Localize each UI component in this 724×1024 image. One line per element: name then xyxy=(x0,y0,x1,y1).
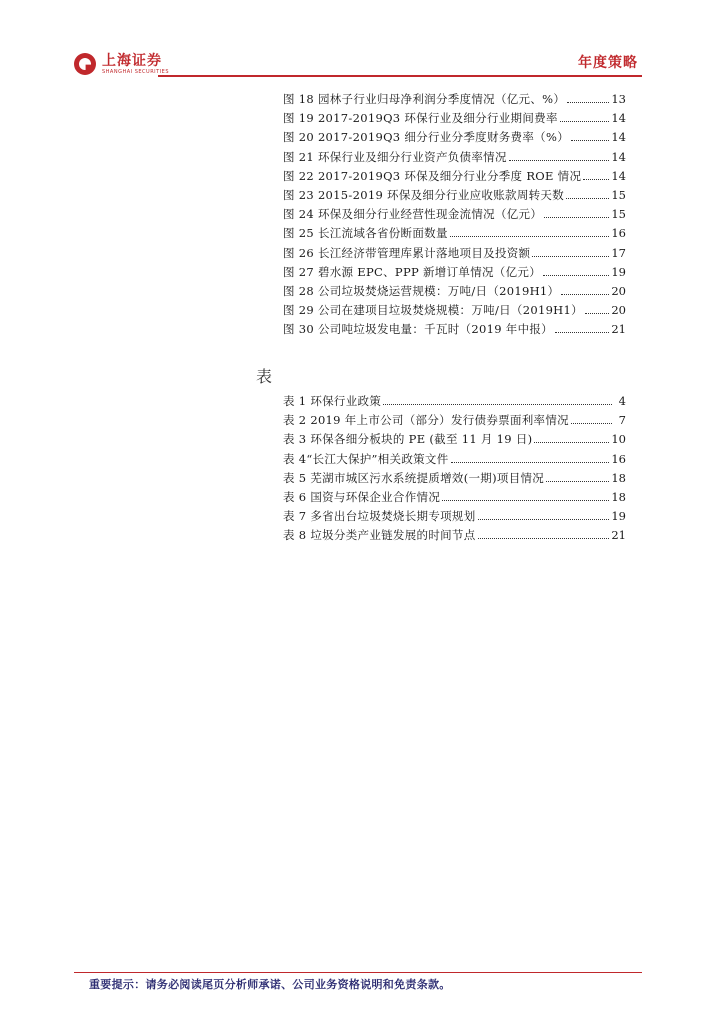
figure-entry-page-number: 15 xyxy=(611,187,626,202)
page-header xyxy=(0,0,724,80)
figure-entry-label: 图 18 园林子行业归母净利润分季度情况（亿元、%） xyxy=(283,92,566,106)
dot-leader xyxy=(450,222,610,237)
figure-entry-label: 图 24 环保及细分行业经营性现金流情况（亿元） xyxy=(283,207,543,222)
figure-entry[interactable] xyxy=(283,299,626,318)
figure-entry[interactable] xyxy=(283,203,626,222)
figure-entry-page-number: 17 xyxy=(611,245,626,260)
figure-entry-label: 图 19 2017-2019Q3 环保行业及细分行业期间费率 xyxy=(283,111,558,126)
dot-leader xyxy=(478,505,610,520)
figure-entry-page-number: 16 xyxy=(611,226,626,241)
table-entry-label: 表 6 国资与环保企业合作情况 xyxy=(283,489,441,504)
figure-entry[interactable] xyxy=(283,126,626,145)
dot-leader xyxy=(567,88,609,103)
figure-entry-page-number: 20 xyxy=(611,303,626,318)
figure-entry-page-number: 20 xyxy=(611,283,626,298)
table-entry[interactable] xyxy=(283,428,626,447)
dot-leader xyxy=(546,467,609,482)
table-entry[interactable] xyxy=(283,486,626,505)
table-entry-page-number: 18 xyxy=(611,489,626,504)
logo-chinese-name: 上海证券 xyxy=(102,52,162,69)
figure-entry[interactable] xyxy=(283,88,626,107)
dot-leader xyxy=(555,318,609,333)
figure-entry-page-number: 14 xyxy=(611,111,626,126)
table-entry-label: 表 3 环保各细分板块的 PE (截至 11 月 19 日) xyxy=(283,432,533,447)
figure-entry-page-number: 19 xyxy=(611,264,626,279)
figure-entry-page-number: 14 xyxy=(611,149,626,164)
figure-entry-label: 图 29 公司在建项目垃圾焚烧规模：万吨/日（2019H1） xyxy=(283,303,583,318)
tables-index xyxy=(283,390,626,544)
dot-leader xyxy=(442,486,609,501)
figure-entry[interactable] xyxy=(283,107,626,126)
tables-section-title: 表 xyxy=(256,367,273,386)
figure-entry[interactable] xyxy=(283,146,626,165)
logo-english-name: SHANGHAI SECURITIES xyxy=(102,68,170,75)
table-entry-label: 表 4“长江大保护”相关政策文件 xyxy=(283,451,449,466)
table-entry-label: 表 5 芜湖市城区污水系统提质增效(一期)项目情况 xyxy=(283,470,545,485)
figure-entry-label: 图 20 2017-2019Q3 细分行业分季度财务费率（%） xyxy=(283,130,569,145)
figure-entry-label: 图 23 2015-2019 环保及细分行业应收账款周转天数 xyxy=(283,187,565,202)
table-entry-label: 表 7 多省出台垃圾焚烧长期专项规划 xyxy=(283,509,476,524)
figure-entry-page-number: 14 xyxy=(611,168,626,183)
dot-leader xyxy=(571,409,612,424)
footer-divider xyxy=(74,972,642,973)
figure-entry-page-number: 21 xyxy=(611,322,626,337)
company-logo xyxy=(74,53,169,75)
dot-leader xyxy=(543,261,609,276)
table-entry-page-number: 10 xyxy=(611,432,626,447)
figure-entry-label: 图 21 环保行业及细分行业资产负债率情况 xyxy=(283,149,507,164)
dot-leader xyxy=(585,299,609,314)
dot-leader xyxy=(566,184,609,199)
table-entry-page-number: 16 xyxy=(611,451,626,466)
dot-leader xyxy=(544,203,609,218)
figure-entry[interactable] xyxy=(283,242,626,261)
table-entry[interactable] xyxy=(283,409,626,428)
disclaimer-notice: 重要提示：请务必阅读尾页分析师承诺、公司业务资格说明和免责条款。 xyxy=(89,978,451,991)
table-entry[interactable] xyxy=(283,390,626,409)
table-entry[interactable] xyxy=(283,524,626,543)
dot-leader xyxy=(509,146,610,161)
dot-leader xyxy=(560,107,610,122)
figure-entry[interactable] xyxy=(283,184,626,203)
table-entry-page-number: 19 xyxy=(611,509,626,524)
figure-entry[interactable] xyxy=(283,165,626,184)
table-entry[interactable] xyxy=(283,448,626,467)
dot-leader xyxy=(383,390,612,405)
table-entry-page-number: 4 xyxy=(618,394,626,408)
figures-index xyxy=(283,88,626,337)
dot-leader xyxy=(561,280,609,295)
dot-leader xyxy=(532,242,609,257)
table-entry-page-number: 21 xyxy=(611,528,626,543)
figure-entry-label: 图 27 碧水源 EPC、PPP 新增订单情况（亿元） xyxy=(283,264,541,279)
figure-entry[interactable] xyxy=(283,261,626,280)
figure-entry-label: 图 26 长江经济带管理库累计落地项目及投资额 xyxy=(283,245,531,260)
dot-leader xyxy=(583,165,609,180)
table-entry-page-number: 18 xyxy=(611,470,626,485)
table-entry-label: 表 1 环保行业政策 xyxy=(283,394,382,408)
dot-leader xyxy=(571,126,609,141)
figure-entry[interactable] xyxy=(283,222,626,241)
figure-entry-label: 图 22 2017-2019Q3 环保及细分行业分季度 ROE 情况 xyxy=(283,168,582,183)
figure-entry-label: 图 28 公司垃圾焚烧运营规模：万吨/日（2019H1） xyxy=(283,283,560,298)
figure-entry[interactable] xyxy=(283,280,626,299)
figure-entry-page-number: 15 xyxy=(611,207,626,222)
logo-emblem-icon xyxy=(74,53,96,75)
figure-entry-label: 图 25 长江流域各省份断面数量 xyxy=(283,226,448,241)
report-type-title: 年度策略 xyxy=(578,55,638,71)
dot-leader xyxy=(534,428,609,443)
figure-entry-page-number: 14 xyxy=(611,130,626,145)
table-entry-label: 表 8 垃圾分类产业链发展的时间节点 xyxy=(283,528,476,543)
table-entry[interactable] xyxy=(283,467,626,486)
dot-leader xyxy=(451,448,610,463)
figure-entry[interactable] xyxy=(283,318,626,337)
figure-entry-label: 图 30 公司吨垃圾发电量：千瓦时（2019 年中报） xyxy=(283,322,553,337)
figure-entry-page-number: 13 xyxy=(611,92,626,106)
dot-leader xyxy=(478,524,610,539)
table-entry-label: 表 2 2019 年上市公司（部分）发行债券票面利率情况 xyxy=(283,413,569,428)
table-entry[interactable] xyxy=(283,505,626,524)
table-entry-page-number: 7 xyxy=(618,413,626,428)
header-divider xyxy=(158,75,642,77)
